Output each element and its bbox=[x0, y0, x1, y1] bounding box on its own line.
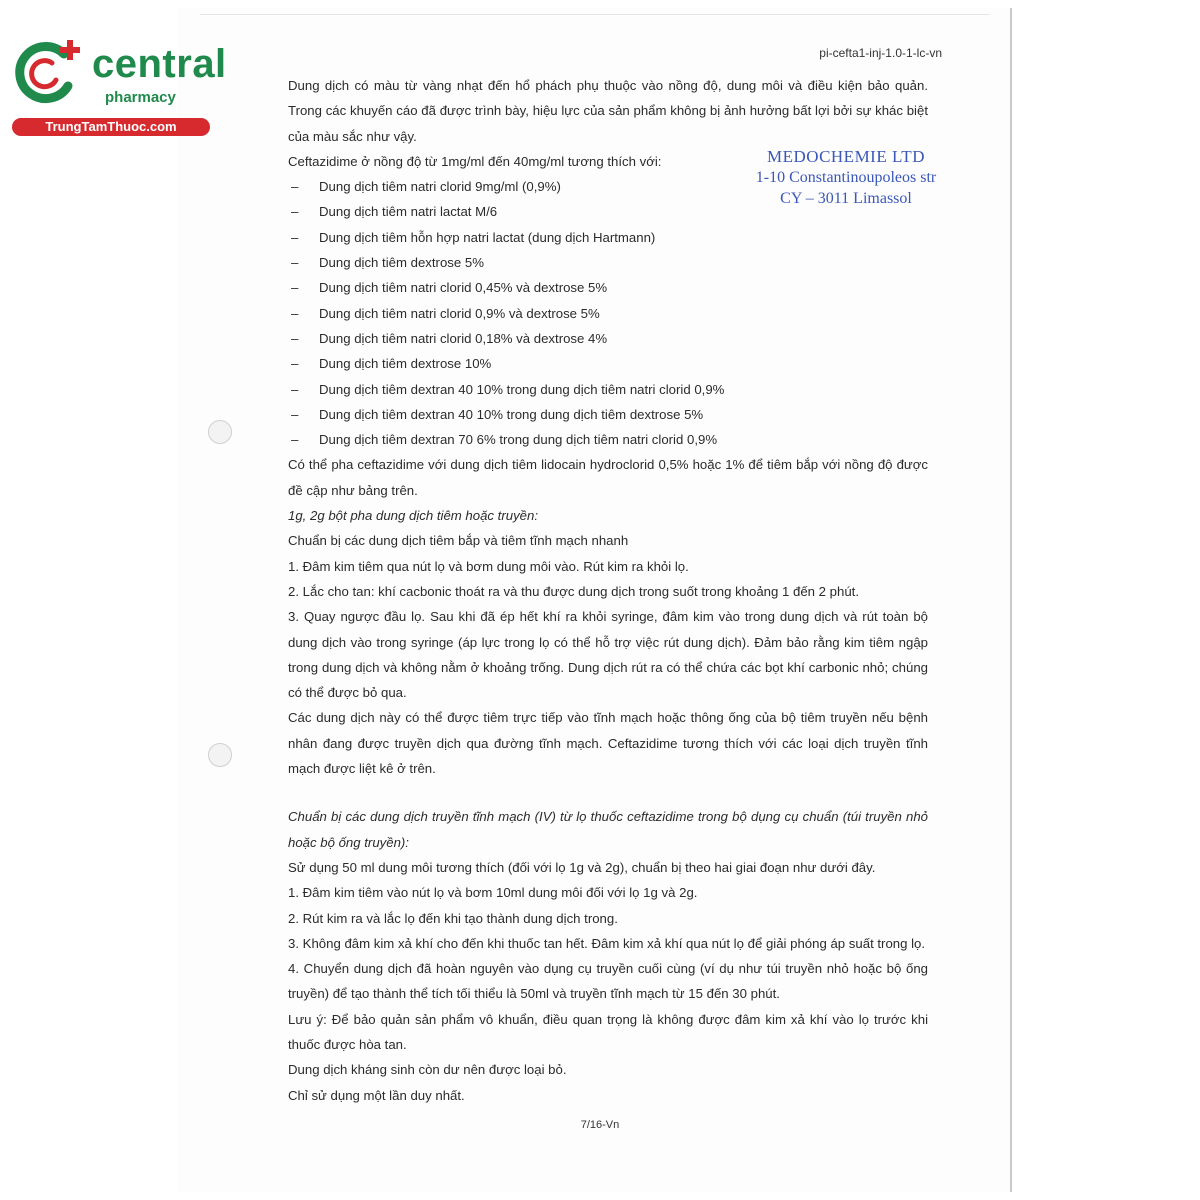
page-number: 7/16-Vn bbox=[580, 1119, 620, 1131]
list-item: – Dung dịch tiêm natri clorid 0,45% và dextrose 5% bbox=[288, 275, 928, 300]
logo-tagline: pharmacy bbox=[105, 89, 176, 106]
paragraph-compatibility-intro: Ceftazidime ở nồng độ từ 1mg/ml đến 40mg/ml tương thích với: bbox=[288, 153, 662, 169]
paragraph-solvent-volume: Sử dụng 50 ml dung môi tương thích (đối với lọ 1g và 2g), chuẩn bị theo hai giai đoạn như dưới đây. bbox=[288, 859, 876, 875]
logo-brand-name: central bbox=[92, 42, 227, 86]
step-2: 2. Lắc cho tan: khí cacbonic thoát ra và thu được dung dịch trong suốt trong khoảng 1 đến 2 phút. bbox=[288, 583, 859, 599]
page-top-edge bbox=[200, 14, 990, 15]
section-heading-iv-infusion: Chuẩn bị các dung dịch truyền tĩnh mạch (IV) từ lọ thuốc ceftazidime trong bộ dụng cụ chuẩn (túi truyền nhỏ hoặc bộ ống truyền): bbox=[288, 809, 928, 850]
list-item: – Dung dịch tiêm natri clorid 9mg/ml (0,9%) bbox=[288, 174, 928, 199]
document-id: pi-cefta1-inj-1.0-1-lc-vn bbox=[819, 46, 942, 60]
paragraph-im-iv-prep: Chuẩn bị các dung dịch tiêm bắp và tiêm tĩnh mạch nhanh bbox=[288, 533, 629, 549]
list-item: – Dung dịch tiêm dextran 40 10% trong dung dịch tiêm dextrose 5% bbox=[288, 402, 928, 427]
list-item: – Dung dịch tiêm dextrose 10% bbox=[288, 351, 928, 376]
list-item: – Dung dịch tiêm dextran 40 10% trong dung dịch tiêm natri clorid 0,9% bbox=[288, 377, 928, 402]
list-item: – Dung dịch tiêm natri lactat M/6 bbox=[288, 199, 928, 224]
iv-step-3: 3. Không đâm kim xả khí cho đến khi thuốc tan hết. Đâm kim xả khí qua nút lọ để giải phóng áp suất trong lọ. bbox=[288, 935, 926, 951]
central-pharmacy-logo bbox=[8, 38, 227, 138]
logo-website-banner: TrungTamThuoc.com bbox=[12, 118, 210, 136]
punch-hole bbox=[208, 420, 232, 444]
step-1: 1. Đâm kim tiêm qua nút lọ và bơm dung môi vào. Rút kim ra khỏi lọ. bbox=[288, 558, 689, 574]
note-sterility: Lưu ý: Để bảo quản sản phẩm vô khuẩn, điều quan trọng là không được đâm kim xả khí vào lọ trước khi thuốc được hòa tan. bbox=[288, 1011, 928, 1052]
paragraph-discard: Dung dịch kháng sinh còn dư nên được loại bỏ. bbox=[288, 1062, 567, 1078]
iv-step-4: 4. Chuyển dung dịch đã hoàn nguyên vào dụng cụ truyền cuối cùng (ví dụ như túi truyền nhỏ hoặc bộ ống truyền) để tạo thành thể tích tối thiểu là 50ml và truyền tĩnh mạch từ 15 đến 30 phút. bbox=[288, 961, 928, 1002]
paragraph-color: Dung dịch có màu từ vàng nhạt đến hổ phách phụ thuộc vào nồng độ, dung môi và điều kiện bảo quản. Trong các khuyến cáo đã được trình bày, hiệu lực của sản phẩm không bị ảnh hưởng bất lợi bởi sự khác biệt của màu sắc như vậy. bbox=[288, 78, 928, 144]
paragraph-single-use: Chỉ sử dụng một lần duy nhất. bbox=[288, 1087, 465, 1103]
stamp-company: MEDOCHEMIE LTD bbox=[767, 147, 925, 166]
punch-hole bbox=[208, 743, 232, 767]
list-item: – Dung dịch tiêm dextrose 5% bbox=[288, 250, 928, 275]
list-item: – Dung dịch tiêm natri clorid 0,9% và dextrose 5% bbox=[288, 301, 928, 326]
pharmacy-cross-icon bbox=[12, 38, 82, 108]
iv-step-1: 1. Đâm kim tiêm vào nút lọ và bơm 10ml dung môi đối với lọ 1g và 2g. bbox=[288, 885, 698, 901]
step-3: 3. Quay ngược đầu lọ. Sau khi đã ép hết khí ra khỏi syringe, đâm kim vào trong dung dịch và rút toàn bộ dung dịch vào trong syringe (áp lực trong lọ có thể hỗ trợ việc rút dung dịch). Đảm bảo rằng kim tiêm ngập trong dung dịch và không nằm ở khoảng trống. Dung dịch rút ra có thể chứa các bọt khí carbonic nhỏ; chúng có thể được bỏ qua. bbox=[288, 609, 928, 701]
list-item: – Dung dịch tiêm natri clorid 0,18% và dextrose 4% bbox=[288, 326, 928, 351]
stamp-city: CY – 3011 Limassol bbox=[780, 190, 912, 207]
list-item: – Dung dịch tiêm dextran 70 6% trong dung dịch tiêm natri clorid 0,9% bbox=[288, 427, 928, 452]
iv-step-2: 2. Rút kim ra và lắc lọ đến khi tạo thành dung dịch trong. bbox=[288, 910, 618, 926]
paragraph-direct-injection: Các dung dịch này có thể được tiêm trực tiếp vào tĩnh mạch hoặc thông ống của bộ tiêm truyền nếu bệnh nhân đang được truyền dịch qua đường tĩnh mạch. Ceftazidime tương thích với các loại dịch truyền tĩnh mạch được liệt kê ở trên. bbox=[288, 710, 928, 777]
compatible-solutions-list bbox=[288, 174, 928, 452]
section-heading-powder: 1g, 2g bột pha dung dịch tiêm hoặc truyền: bbox=[288, 508, 539, 524]
paragraph-lidocaine: Có thể pha ceftazidime với dung dịch tiêm lidocain hydroclorid 0,5% hoặc 1% để tiêm bắp với nồng độ được đề cập như bảng trên. bbox=[288, 457, 928, 498]
document-body bbox=[288, 73, 928, 1108]
stamp-street: 1-10 Constantinoupoleos str bbox=[755, 169, 937, 186]
list-item: – Dung dịch tiêm hỗn hợp natri lactat (dung dịch Hartmann) bbox=[288, 225, 928, 250]
